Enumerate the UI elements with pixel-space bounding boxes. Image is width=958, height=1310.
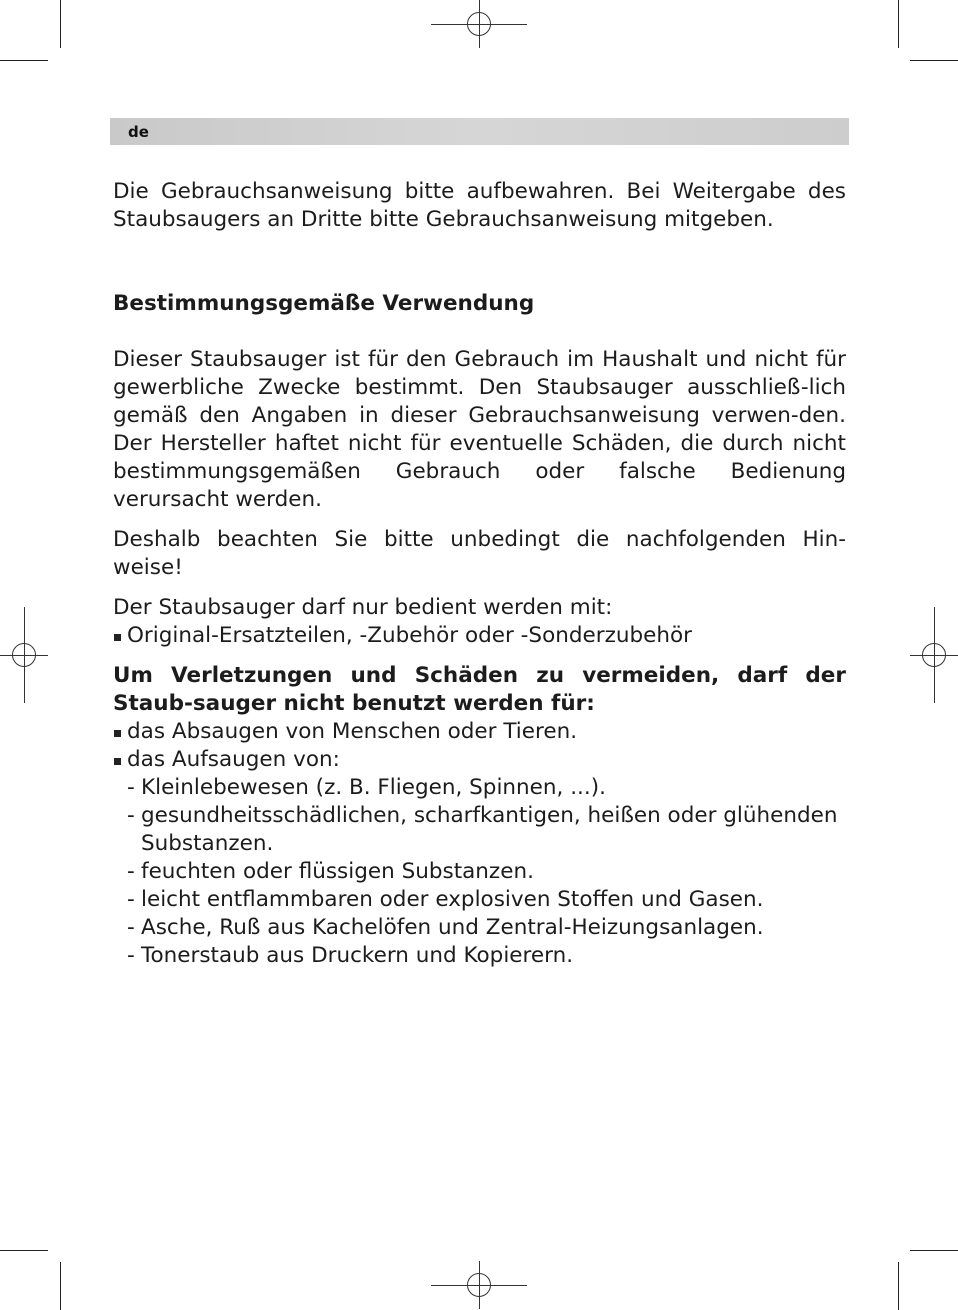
intro-paragraph: Die Gebrauchsanweisung bitte aufbewahren. Bei Weitergabe des Staubsaugers an Dritte bitte Gebrauchsanweisung mitgeben. — [113, 179, 846, 232]
warning-list — [113, 718, 846, 774]
intended-use-paragraph: Dieser Staubsauger ist für den Gebrauch im Haushalt und nicht für gewerbliche Zwecke bestimmt. Den Staubsauger ausschließ-lich gemäß den Angaben in dieser Gebrauchsanweisung verwen-den. Der Hersteller haftet nicht für eventuelle Schäden, die durch nicht bestimmungsgemäßen Gebrauch oder falsche Bedienung verursacht werden. — [113, 347, 846, 512]
page-content — [113, 178, 846, 970]
list-item: - gesundheitsschädlichen, scharfkantigen, heißen oder glühenden Substanzen. — [127, 802, 846, 858]
list-item: - feuchten oder flüssigen Substanzen. — [127, 858, 846, 886]
notice-paragraph: Deshalb beachten Sie bitte unbedingt die nachfolgenden Hin-weise! — [113, 527, 846, 580]
usage-list — [113, 622, 846, 650]
usage-intro: Der Staubsauger darf nur bedient werden mit: — [113, 595, 613, 620]
aufsaugen-sublist — [113, 774, 846, 970]
crop-mark-top-left-v — [60, 0, 61, 48]
crop-mark-top-left-h — [0, 60, 48, 61]
list-item: das Absaugen von Menschen oder Tieren. — [113, 718, 846, 746]
list-item: - leicht entflammbaren oder explosiven Stoffen und Gasen. — [127, 886, 846, 914]
list-item: - Asche, Ruß aus Kachelöfen und Zentral-Heizungsanlagen. — [127, 914, 846, 942]
crop-mark-top-right-h — [910, 60, 958, 61]
crop-mark-bottom-left-h — [0, 1250, 48, 1251]
crop-mark-top-right-v — [898, 0, 899, 48]
crop-mark-bottom-left-v — [60, 1262, 61, 1310]
crop-mark-bottom-right-v — [898, 1262, 899, 1310]
language-code: de — [128, 123, 149, 141]
section-title: Bestimmungsgemäße Verwendung — [113, 291, 535, 316]
language-header-bar — [110, 118, 849, 145]
warning-heading: Um Verletzungen und Schäden zu vermeiden, darf der Staub-sauger nicht benutzt werden für: — [113, 663, 846, 716]
list-item: - Kleinlebewesen (z. B. Fliegen, Spinnen, ...). — [127, 774, 846, 802]
crop-mark-bottom-right-h — [910, 1250, 958, 1251]
list-item: das Aufsaugen von: — [113, 746, 846, 774]
list-item: - Tonerstaub aus Druckern und Kopierern. — [127, 942, 846, 970]
list-item: Original-Ersatzteilen, -Zubehör oder -Sonderzubehör — [113, 622, 846, 650]
